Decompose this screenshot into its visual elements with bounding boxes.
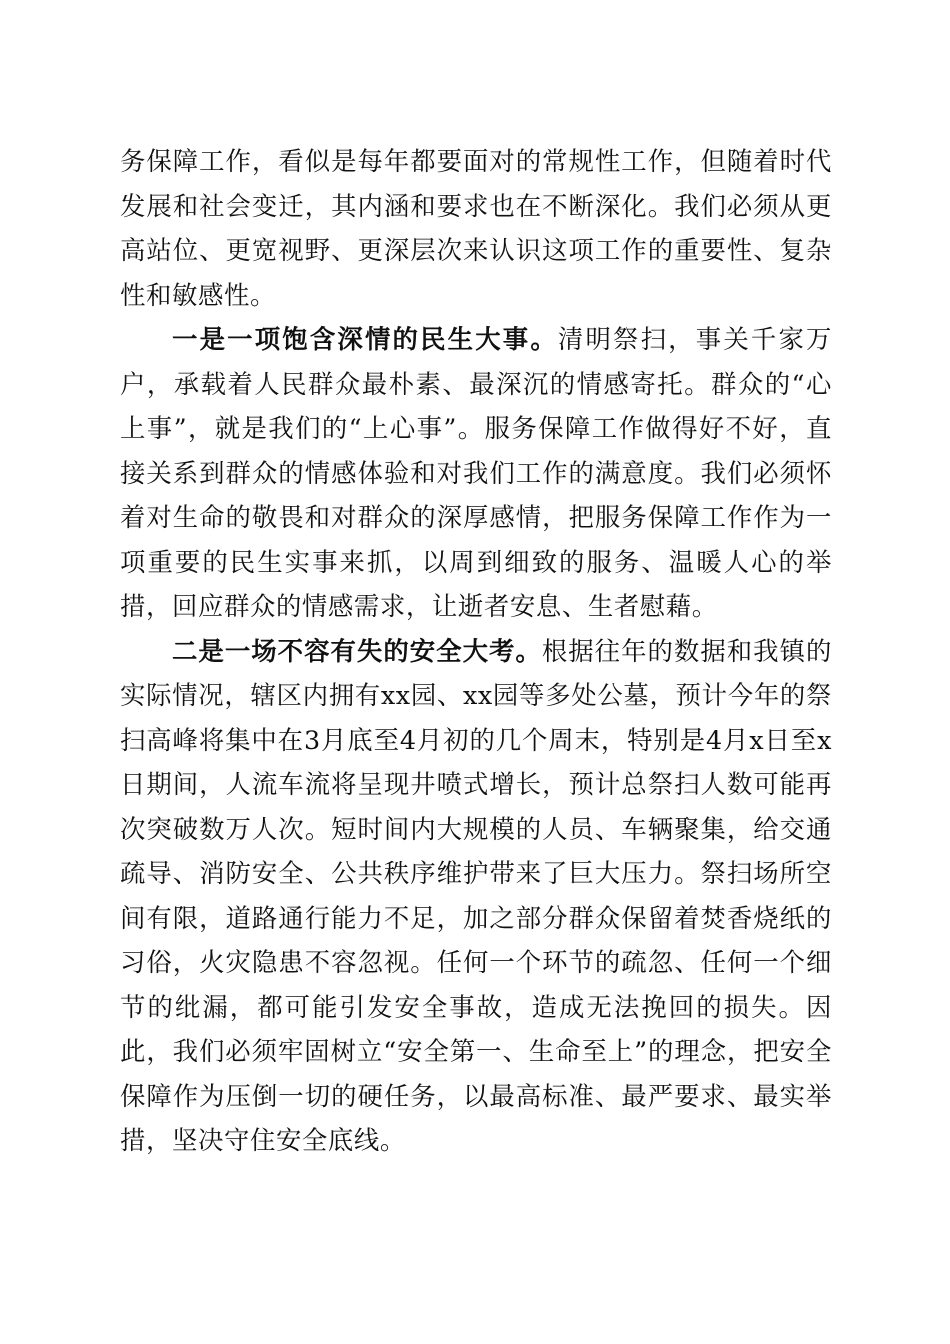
paragraph-body: 根据往年的数据和我镇的实际情况，辖区内拥有xx园、xx园等多处公墓，预计今年的祭扫高峰将集中在3月底至4月初的几个周末，特别是4月x日至x日期间，人流车流将呈现井喷式增长，预计总祭扫人数可能再次突破数万人次。短时间内大规模的人员、车辆聚集，给交通疏导、消防安全、公共秩序维护带来了巨大压力。祭扫场所空间有限，道路通行能力不足，加之部分群众保留着焚香烧纸的习俗，火灾隐患不容忽视。任何一个环节的疏忽、任何一个细节的纰漏，都可能引发安全事故，造成无法挽回的损失。因此，我们必须牢固树立“安全第一、生命至上”的理念，把安全保障作为压倒一切的硬任务，以最高标准、最严要求、最实举措，坚决守住安全底线。 <box>120 635 832 1155</box>
paragraph-heading: 一是一项饱含深情的民生大事。 <box>172 324 558 354</box>
paragraph-continuation <box>120 139 832 317</box>
paragraph-livelihood <box>120 317 832 629</box>
paragraph-body: 务保障工作，看似是每年都要面对的常规性工作，但随着时代发展和社会变迁，其内涵和要求也在不断深化。我们必须从更高站位、更宽视野、更深层次来认识这项工作的重要性、复杂性和敏感性。 <box>120 146 832 310</box>
paragraph-safety <box>120 629 832 1163</box>
document-body <box>120 139 832 1163</box>
paragraph-heading: 二是一场不容有失的安全大考。 <box>172 635 542 666</box>
paragraph-body: 清明祭扫，事关千家万户，承载着人民群众最朴素、最深沉的情感寄托。群众的“心上事”，就是我们的“上心事”。服务保障工作做得好不好，直接关系到群众的情感体验和对我们工作的满意度。我们必须怀着对生命的敬畏和对群众的深厚感情，把服务保障工作作为一项重要的民生实事来抓，以周到细致的服务、温暖人心的举措，回应群众的情感需求，让逝者安息、生者慰藉。 <box>120 324 833 621</box>
